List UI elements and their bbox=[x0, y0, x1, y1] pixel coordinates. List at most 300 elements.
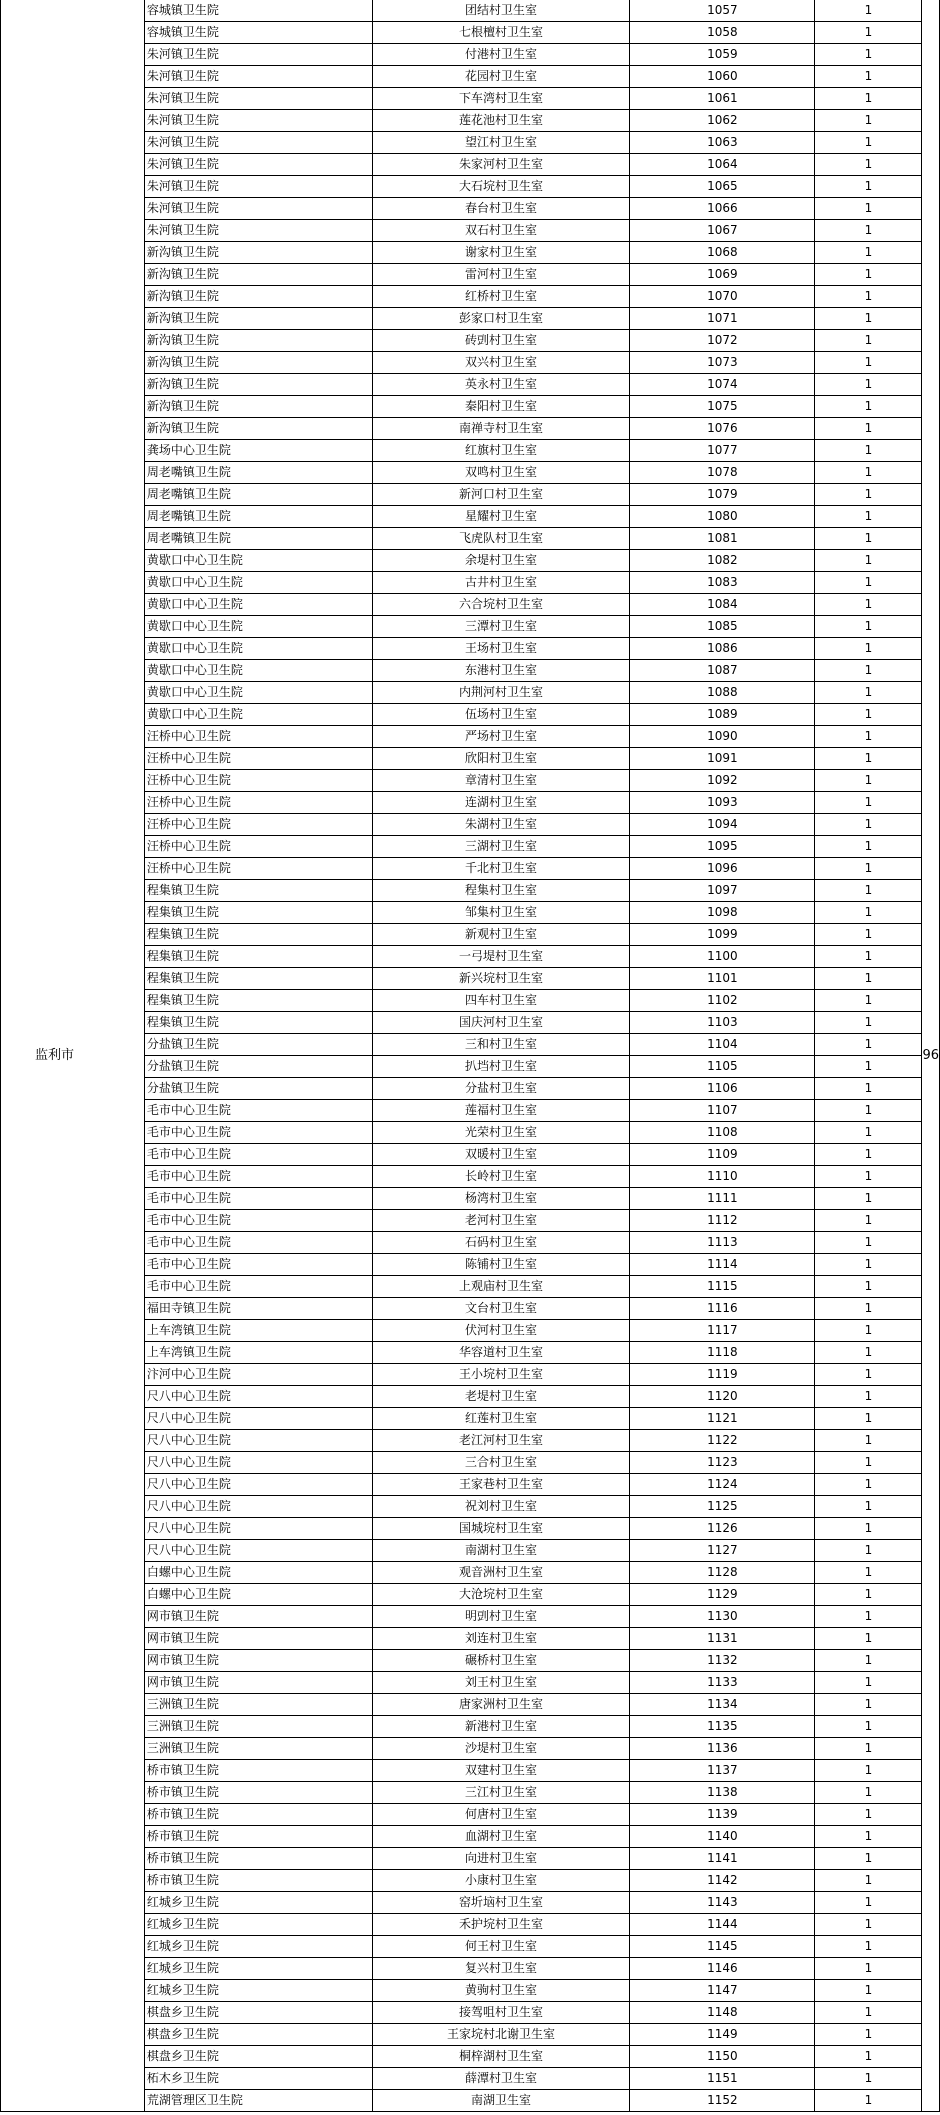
village-clinic-cell: 杨湾村卫生室 bbox=[372, 1188, 629, 1210]
serial-number-cell: 1136 bbox=[630, 1738, 815, 1760]
village-clinic-cell: 大沧垸村卫生室 bbox=[372, 1584, 629, 1606]
hospital-cell: 新沟镇卫生院 bbox=[144, 352, 372, 374]
serial-number-cell: 1146 bbox=[630, 1958, 815, 1980]
serial-number-cell: 1116 bbox=[630, 1298, 815, 1320]
village-clinic-cell: 分盐村卫生室 bbox=[372, 1078, 629, 1100]
hospital-cell: 黄歇口中心卫生院 bbox=[144, 638, 372, 660]
serial-number-cell: 1094 bbox=[630, 814, 815, 836]
village-clinic-cell: 上观庙村卫生室 bbox=[372, 1276, 629, 1298]
hospital-cell: 汴河中心卫生院 bbox=[144, 1364, 372, 1386]
village-clinic-cell: 扒垱村卫生室 bbox=[372, 1056, 629, 1078]
serial-number-cell: 1060 bbox=[630, 66, 815, 88]
village-clinic-cell: 莲花池村卫生室 bbox=[372, 110, 629, 132]
quantity-cell: 1 bbox=[815, 462, 922, 484]
quantity-cell: 1 bbox=[815, 1078, 922, 1100]
village-clinic-cell: 长岭村卫生室 bbox=[372, 1166, 629, 1188]
serial-number-cell: 1058 bbox=[630, 22, 815, 44]
serial-number-cell: 1096 bbox=[630, 858, 815, 880]
serial-number-cell: 1109 bbox=[630, 1144, 815, 1166]
hospital-cell: 汪桥中心卫生院 bbox=[144, 858, 372, 880]
serial-number-cell: 1150 bbox=[630, 2046, 815, 2068]
serial-number-cell: 1107 bbox=[630, 1100, 815, 1122]
hospital-cell: 汪桥中心卫生院 bbox=[144, 726, 372, 748]
serial-number-cell: 1125 bbox=[630, 1496, 815, 1518]
village-clinic-cell: 新河口村卫生室 bbox=[372, 484, 629, 506]
serial-number-cell: 1140 bbox=[630, 1826, 815, 1848]
serial-number-cell: 1126 bbox=[630, 1518, 815, 1540]
village-clinic-cell: 英永村卫生室 bbox=[372, 374, 629, 396]
hospital-cell: 周老嘴镇卫生院 bbox=[144, 462, 372, 484]
quantity-cell: 1 bbox=[815, 1386, 922, 1408]
quantity-cell: 1 bbox=[815, 264, 922, 286]
village-clinic-cell: 碾桥村卫生室 bbox=[372, 1650, 629, 1672]
hospital-cell: 三洲镇卫生院 bbox=[144, 1716, 372, 1738]
quantity-cell: 1 bbox=[815, 2090, 922, 2112]
quantity-cell: 1 bbox=[815, 1518, 922, 1540]
village-clinic-cell: 王家垸村北谢卫生室 bbox=[372, 2024, 629, 2046]
serial-number-cell: 1112 bbox=[630, 1210, 815, 1232]
serial-number-cell: 1073 bbox=[630, 352, 815, 374]
serial-number-cell: 1101 bbox=[630, 968, 815, 990]
village-clinic-cell: 红莲村卫生室 bbox=[372, 1408, 629, 1430]
serial-number-cell: 1131 bbox=[630, 1628, 815, 1650]
serial-number-cell: 1057 bbox=[630, 0, 815, 22]
village-clinic-cell: 国庆河村卫生室 bbox=[372, 1012, 629, 1034]
quantity-cell: 1 bbox=[815, 308, 922, 330]
quantity-cell: 1 bbox=[815, 550, 922, 572]
serial-number-cell: 1088 bbox=[630, 682, 815, 704]
hospital-cell: 朱河镇卫生院 bbox=[144, 220, 372, 242]
hospital-cell: 汪桥中心卫生院 bbox=[144, 748, 372, 770]
quantity-cell: 1 bbox=[815, 880, 922, 902]
quantity-cell: 1 bbox=[815, 1298, 922, 1320]
quantity-cell: 1 bbox=[815, 528, 922, 550]
village-clinic-cell: 望江村卫生室 bbox=[372, 132, 629, 154]
village-clinic-cell: 祝刘村卫生室 bbox=[372, 1496, 629, 1518]
quantity-cell: 1 bbox=[815, 0, 922, 22]
village-clinic-cell: 红桥村卫生室 bbox=[372, 286, 629, 308]
serial-number-cell: 1097 bbox=[630, 880, 815, 902]
hospital-cell: 网市镇卫生院 bbox=[144, 1628, 372, 1650]
village-clinic-cell: 双石村卫生室 bbox=[372, 220, 629, 242]
quantity-cell: 1 bbox=[815, 1122, 922, 1144]
hospital-cell: 柘木乡卫生院 bbox=[144, 2068, 372, 2090]
serial-number-cell: 1118 bbox=[630, 1342, 815, 1364]
quantity-cell: 1 bbox=[815, 330, 922, 352]
hospital-cell: 白螺中心卫生院 bbox=[144, 1584, 372, 1606]
serial-number-cell: 1082 bbox=[630, 550, 815, 572]
hospital-cell: 尺八中心卫生院 bbox=[144, 1540, 372, 1562]
quantity-cell: 1 bbox=[815, 682, 922, 704]
hospital-cell: 毛市中心卫生院 bbox=[144, 1254, 372, 1276]
quantity-cell: 1 bbox=[815, 352, 922, 374]
village-clinic-cell: 接驾咀村卫生室 bbox=[372, 2002, 629, 2024]
hospital-cell: 程集镇卫生院 bbox=[144, 968, 372, 990]
hospital-cell: 红城乡卫生院 bbox=[144, 1892, 372, 1914]
village-clinic-cell: 观音洲村卫生室 bbox=[372, 1562, 629, 1584]
quantity-cell: 1 bbox=[815, 1562, 922, 1584]
hospital-cell: 分盐镇卫生院 bbox=[144, 1078, 372, 1100]
village-clinic-cell: 新兴垸村卫生室 bbox=[372, 968, 629, 990]
village-clinic-cell: 东港村卫生室 bbox=[372, 660, 629, 682]
village-clinic-cell: 三江村卫生室 bbox=[372, 1782, 629, 1804]
hospital-cell: 毛市中心卫生院 bbox=[144, 1166, 372, 1188]
village-clinic-cell: 春台村卫生室 bbox=[372, 198, 629, 220]
hospital-cell: 福田寺镇卫生院 bbox=[144, 1298, 372, 1320]
village-clinic-cell: 古井村卫生室 bbox=[372, 572, 629, 594]
serial-number-cell: 1115 bbox=[630, 1276, 815, 1298]
village-clinic-cell: 老河村卫生室 bbox=[372, 1210, 629, 1232]
quantity-cell: 1 bbox=[815, 1606, 922, 1628]
serial-number-cell: 1068 bbox=[630, 242, 815, 264]
hospital-cell: 棋盘乡卫生院 bbox=[144, 2002, 372, 2024]
hospital-cell: 周老嘴镇卫生院 bbox=[144, 528, 372, 550]
quantity-cell: 1 bbox=[815, 2024, 922, 2046]
quantity-cell: 1 bbox=[815, 2046, 922, 2068]
quantity-cell: 1 bbox=[815, 440, 922, 462]
village-clinic-cell: 新观村卫生室 bbox=[372, 924, 629, 946]
serial-number-cell: 1078 bbox=[630, 462, 815, 484]
hospital-cell: 毛市中心卫生院 bbox=[144, 1188, 372, 1210]
village-clinic-cell: 内荆河村卫生室 bbox=[372, 682, 629, 704]
serial-number-cell: 1063 bbox=[630, 132, 815, 154]
quantity-cell: 1 bbox=[815, 1628, 922, 1650]
hospital-cell: 毛市中心卫生院 bbox=[144, 1144, 372, 1166]
village-clinic-cell: 何唐村卫生室 bbox=[372, 1804, 629, 1826]
quantity-cell: 1 bbox=[815, 770, 922, 792]
hospital-cell: 尺八中心卫生院 bbox=[144, 1452, 372, 1474]
quantity-cell: 1 bbox=[815, 814, 922, 836]
hospital-cell: 白螺中心卫生院 bbox=[144, 1562, 372, 1584]
village-clinic-cell: 双鸣村卫生室 bbox=[372, 462, 629, 484]
hospital-cell: 黄歇口中心卫生院 bbox=[144, 682, 372, 704]
quantity-cell: 1 bbox=[815, 44, 922, 66]
village-clinic-cell: 明剅村卫生室 bbox=[372, 1606, 629, 1628]
quantity-cell: 1 bbox=[815, 1980, 922, 2002]
serial-number-cell: 1135 bbox=[630, 1716, 815, 1738]
quantity-cell: 1 bbox=[815, 704, 922, 726]
hospital-cell: 黄歇口中心卫生院 bbox=[144, 616, 372, 638]
quantity-cell: 1 bbox=[815, 1848, 922, 1870]
hospital-cell: 荒湖管理区卫生院 bbox=[144, 2090, 372, 2112]
hospital-cell: 朱河镇卫生院 bbox=[144, 198, 372, 220]
hospital-cell: 程集镇卫生院 bbox=[144, 880, 372, 902]
quantity-cell: 1 bbox=[815, 924, 922, 946]
village-clinic-cell: 刘连村卫生室 bbox=[372, 1628, 629, 1650]
serial-number-cell: 1142 bbox=[630, 1870, 815, 1892]
quantity-cell: 1 bbox=[815, 836, 922, 858]
village-clinic-cell: 南禅寺村卫生室 bbox=[372, 418, 629, 440]
hospital-cell: 毛市中心卫生院 bbox=[144, 1100, 372, 1122]
quantity-cell: 1 bbox=[815, 22, 922, 44]
quantity-cell: 1 bbox=[815, 198, 922, 220]
village-clinic-cell: 何王村卫生室 bbox=[372, 1936, 629, 1958]
serial-number-cell: 1085 bbox=[630, 616, 815, 638]
hospital-cell: 桥市镇卫生院 bbox=[144, 1760, 372, 1782]
village-clinic-cell: 伏河村卫生室 bbox=[372, 1320, 629, 1342]
serial-number-cell: 1151 bbox=[630, 2068, 815, 2090]
village-clinic-cell: 谢家村卫生室 bbox=[372, 242, 629, 264]
quantity-cell: 1 bbox=[815, 242, 922, 264]
quantity-cell: 1 bbox=[815, 1826, 922, 1848]
village-clinic-cell: 付港村卫生室 bbox=[372, 44, 629, 66]
quantity-cell: 1 bbox=[815, 1672, 922, 1694]
quantity-cell: 1 bbox=[815, 1760, 922, 1782]
hospital-cell: 桥市镇卫生院 bbox=[144, 1870, 372, 1892]
hospital-cell: 尺八中心卫生院 bbox=[144, 1518, 372, 1540]
village-clinic-cell: 老堤村卫生室 bbox=[372, 1386, 629, 1408]
quantity-cell: 1 bbox=[815, 1430, 922, 1452]
hospital-cell: 新沟镇卫生院 bbox=[144, 374, 372, 396]
village-clinic-cell: 一弓堤村卫生室 bbox=[372, 946, 629, 968]
quantity-cell: 1 bbox=[815, 1276, 922, 1298]
hospital-cell: 桥市镇卫生院 bbox=[144, 1782, 372, 1804]
serial-number-cell: 1122 bbox=[630, 1430, 815, 1452]
serial-number-cell: 1070 bbox=[630, 286, 815, 308]
quantity-cell: 1 bbox=[815, 1782, 922, 1804]
quantity-cell: 1 bbox=[815, 1232, 922, 1254]
village-clinic-cell: 七根檀村卫生室 bbox=[372, 22, 629, 44]
quantity-cell: 1 bbox=[815, 1100, 922, 1122]
quantity-cell: 1 bbox=[815, 1958, 922, 1980]
serial-number-cell: 1149 bbox=[630, 2024, 815, 2046]
village-clinic-cell: 千北村卫生室 bbox=[372, 858, 629, 880]
village-clinic-cell: 老江河村卫生室 bbox=[372, 1430, 629, 1452]
village-clinic-cell: 章清村卫生室 bbox=[372, 770, 629, 792]
village-clinic-cell: 桐梓湖村卫生室 bbox=[372, 2046, 629, 2068]
hospital-cell: 桥市镇卫生院 bbox=[144, 1848, 372, 1870]
quantity-cell: 1 bbox=[815, 572, 922, 594]
serial-number-cell: 1137 bbox=[630, 1760, 815, 1782]
quantity-cell: 1 bbox=[815, 88, 922, 110]
serial-number-cell: 1061 bbox=[630, 88, 815, 110]
hospital-cell: 新沟镇卫生院 bbox=[144, 418, 372, 440]
serial-number-cell: 1143 bbox=[630, 1892, 815, 1914]
serial-number-cell: 1113 bbox=[630, 1232, 815, 1254]
quantity-cell: 1 bbox=[815, 1012, 922, 1034]
hospital-cell: 尺八中心卫生院 bbox=[144, 1386, 372, 1408]
hospital-cell: 朱河镇卫生院 bbox=[144, 154, 372, 176]
quantity-cell: 1 bbox=[815, 990, 922, 1012]
serial-number-cell: 1114 bbox=[630, 1254, 815, 1276]
serial-number-cell: 1067 bbox=[630, 220, 815, 242]
serial-number-cell: 1138 bbox=[630, 1782, 815, 1804]
village-clinic-cell: 唐家洲村卫生室 bbox=[372, 1694, 629, 1716]
quantity-cell: 1 bbox=[815, 154, 922, 176]
hospital-cell: 红城乡卫生院 bbox=[144, 1958, 372, 1980]
quantity-cell: 1 bbox=[815, 1056, 922, 1078]
serial-number-cell: 1075 bbox=[630, 396, 815, 418]
village-clinic-cell: 朱家河村卫生室 bbox=[372, 154, 629, 176]
village-clinic-cell: 文台村卫生室 bbox=[372, 1298, 629, 1320]
hospital-cell: 上车湾镇卫生院 bbox=[144, 1320, 372, 1342]
hospital-cell: 桥市镇卫生院 bbox=[144, 1804, 372, 1826]
quantity-cell: 1 bbox=[815, 748, 922, 770]
serial-number-cell: 1134 bbox=[630, 1694, 815, 1716]
village-clinic-cell: 彭家口村卫生室 bbox=[372, 308, 629, 330]
hospital-cell: 新沟镇卫生院 bbox=[144, 308, 372, 330]
quantity-cell: 1 bbox=[815, 1892, 922, 1914]
hospital-cell: 三洲镇卫生院 bbox=[144, 1738, 372, 1760]
hospital-cell: 尺八中心卫生院 bbox=[144, 1430, 372, 1452]
hospital-cell: 容城镇卫生院 bbox=[144, 0, 372, 22]
village-clinic-cell: 四车村卫生室 bbox=[372, 990, 629, 1012]
serial-number-cell: 1071 bbox=[630, 308, 815, 330]
hospital-cell: 尺八中心卫生院 bbox=[144, 1474, 372, 1496]
quantity-cell: 1 bbox=[815, 946, 922, 968]
village-clinic-cell: 南湖村卫生室 bbox=[372, 1540, 629, 1562]
village-clinic-cell: 程集村卫生室 bbox=[372, 880, 629, 902]
village-clinic-cell: 星耀村卫生室 bbox=[372, 506, 629, 528]
quantity-cell: 1 bbox=[815, 1870, 922, 1892]
serial-number-cell: 1124 bbox=[630, 1474, 815, 1496]
quantity-cell: 1 bbox=[815, 1034, 922, 1056]
quantity-cell: 1 bbox=[815, 1166, 922, 1188]
hospital-cell: 程集镇卫生院 bbox=[144, 1012, 372, 1034]
serial-number-cell: 1148 bbox=[630, 2002, 815, 2024]
serial-number-cell: 1090 bbox=[630, 726, 815, 748]
village-clinic-cell: 向进村卫生室 bbox=[372, 1848, 629, 1870]
quantity-cell: 1 bbox=[815, 110, 922, 132]
hospital-cell: 分盐镇卫生院 bbox=[144, 1034, 372, 1056]
serial-number-cell: 1079 bbox=[630, 484, 815, 506]
hospital-cell: 汪桥中心卫生院 bbox=[144, 836, 372, 858]
serial-number-cell: 1077 bbox=[630, 440, 815, 462]
hospital-cell: 分盐镇卫生院 bbox=[144, 1056, 372, 1078]
serial-number-cell: 1095 bbox=[630, 836, 815, 858]
quantity-cell: 1 bbox=[815, 418, 922, 440]
quantity-cell: 1 bbox=[815, 1188, 922, 1210]
serial-number-cell: 1074 bbox=[630, 374, 815, 396]
village-clinic-cell: 六合垸村卫生室 bbox=[372, 594, 629, 616]
village-clinic-cell: 余堤村卫生室 bbox=[372, 550, 629, 572]
hospital-cell: 龚场中心卫生院 bbox=[144, 440, 372, 462]
village-clinic-cell: 新港村卫生室 bbox=[372, 1716, 629, 1738]
hospital-cell: 程集镇卫生院 bbox=[144, 902, 372, 924]
table-body bbox=[1, 0, 940, 2112]
quantity-cell: 1 bbox=[815, 1342, 922, 1364]
serial-number-cell: 1098 bbox=[630, 902, 815, 924]
hospital-cell: 容城镇卫生院 bbox=[144, 22, 372, 44]
serial-number-cell: 1065 bbox=[630, 176, 815, 198]
quantity-cell: 1 bbox=[815, 638, 922, 660]
quantity-cell: 1 bbox=[815, 374, 922, 396]
hospital-cell: 毛市中心卫生院 bbox=[144, 1276, 372, 1298]
village-clinic-cell: 大石垸村卫生室 bbox=[372, 176, 629, 198]
serial-number-cell: 1104 bbox=[630, 1034, 815, 1056]
hospital-cell: 新沟镇卫生院 bbox=[144, 242, 372, 264]
serial-number-cell: 1102 bbox=[630, 990, 815, 1012]
village-clinic-cell: 血湖村卫生室 bbox=[372, 1826, 629, 1848]
hospital-cell: 毛市中心卫生院 bbox=[144, 1122, 372, 1144]
village-clinic-cell: 三和村卫生室 bbox=[372, 1034, 629, 1056]
serial-number-cell: 1123 bbox=[630, 1452, 815, 1474]
quantity-cell: 1 bbox=[815, 858, 922, 880]
village-clinic-cell: 禾护垸村卫生室 bbox=[372, 1914, 629, 1936]
serial-number-cell: 1103 bbox=[630, 1012, 815, 1034]
village-clinic-cell: 砖剅村卫生室 bbox=[372, 330, 629, 352]
city-cell: 监利市 bbox=[1, 0, 145, 2112]
quantity-cell: 1 bbox=[815, 1716, 922, 1738]
hospital-cell: 程集镇卫生院 bbox=[144, 990, 372, 1012]
hospital-cell: 朱河镇卫生院 bbox=[144, 44, 372, 66]
serial-number-cell: 1121 bbox=[630, 1408, 815, 1430]
village-clinic-cell: 小康村卫生室 bbox=[372, 1870, 629, 1892]
table-row bbox=[1, 0, 940, 22]
village-clinic-cell: 秦阳村卫生室 bbox=[372, 396, 629, 418]
serial-number-cell: 1152 bbox=[630, 2090, 815, 2112]
serial-number-cell: 1081 bbox=[630, 528, 815, 550]
serial-number-cell: 1139 bbox=[630, 1804, 815, 1826]
village-clinic-cell: 朱湖村卫生室 bbox=[372, 814, 629, 836]
village-clinic-cell: 陈铺村卫生室 bbox=[372, 1254, 629, 1276]
village-clinic-cell: 花园村卫生室 bbox=[372, 66, 629, 88]
quantity-cell: 1 bbox=[815, 1496, 922, 1518]
serial-number-cell: 1084 bbox=[630, 594, 815, 616]
serial-number-cell: 1106 bbox=[630, 1078, 815, 1100]
hospital-cell: 朱河镇卫生院 bbox=[144, 132, 372, 154]
quantity-cell: 1 bbox=[815, 1914, 922, 1936]
quantity-cell: 1 bbox=[815, 1738, 922, 1760]
village-clinic-cell: 光荣村卫生室 bbox=[372, 1122, 629, 1144]
village-clinic-cell: 严场村卫生室 bbox=[372, 726, 629, 748]
serial-number-cell: 1100 bbox=[630, 946, 815, 968]
village-clinic-cell: 飞虎队村卫生室 bbox=[372, 528, 629, 550]
quantity-cell: 1 bbox=[815, 1254, 922, 1276]
village-clinic-cell: 窑圻垴村卫生室 bbox=[372, 1892, 629, 1914]
quantity-cell: 1 bbox=[815, 616, 922, 638]
hospital-cell: 三洲镇卫生院 bbox=[144, 1694, 372, 1716]
serial-number-cell: 1064 bbox=[630, 154, 815, 176]
quantity-cell: 1 bbox=[815, 726, 922, 748]
village-clinic-cell: 伍场村卫生室 bbox=[372, 704, 629, 726]
quantity-cell: 1 bbox=[815, 968, 922, 990]
quantity-cell: 1 bbox=[815, 792, 922, 814]
quantity-cell: 1 bbox=[815, 594, 922, 616]
hospital-cell: 朱河镇卫生院 bbox=[144, 110, 372, 132]
hospital-cell: 黄歇口中心卫生院 bbox=[144, 704, 372, 726]
serial-number-cell: 1147 bbox=[630, 1980, 815, 2002]
serial-number-cell: 1127 bbox=[630, 1540, 815, 1562]
serial-number-cell: 1130 bbox=[630, 1606, 815, 1628]
village-clinic-cell: 石码村卫生室 bbox=[372, 1232, 629, 1254]
village-clinic-cell: 邹集村卫生室 bbox=[372, 902, 629, 924]
quantity-cell: 1 bbox=[815, 286, 922, 308]
hospital-cell: 周老嘴镇卫生院 bbox=[144, 506, 372, 528]
total-count-cell: 96 bbox=[922, 0, 940, 2112]
hospital-cell: 网市镇卫生院 bbox=[144, 1672, 372, 1694]
hospital-cell: 新沟镇卫生院 bbox=[144, 396, 372, 418]
serial-number-cell: 1083 bbox=[630, 572, 815, 594]
hospital-cell: 黄歇口中心卫生院 bbox=[144, 572, 372, 594]
village-clinic-cell: 复兴村卫生室 bbox=[372, 1958, 629, 1980]
village-clinic-cell: 团结村卫生室 bbox=[372, 0, 629, 22]
village-clinic-cell: 国城垸村卫生室 bbox=[372, 1518, 629, 1540]
village-clinic-cell: 三合村卫生室 bbox=[372, 1452, 629, 1474]
quantity-cell: 1 bbox=[815, 484, 922, 506]
village-clinic-cell: 王场村卫生室 bbox=[372, 638, 629, 660]
village-clinic-cell: 华容道村卫生室 bbox=[372, 1342, 629, 1364]
village-clinic-cell: 薛潭村卫生室 bbox=[372, 2068, 629, 2090]
quantity-cell: 1 bbox=[815, 1694, 922, 1716]
serial-number-cell: 1108 bbox=[630, 1122, 815, 1144]
village-clinic-cell: 红旗村卫生室 bbox=[372, 440, 629, 462]
quantity-cell: 1 bbox=[815, 1474, 922, 1496]
serial-number-cell: 1141 bbox=[630, 1848, 815, 1870]
serial-number-cell: 1092 bbox=[630, 770, 815, 792]
village-clinic-cell: 连湖村卫生室 bbox=[372, 792, 629, 814]
quantity-cell: 1 bbox=[815, 1320, 922, 1342]
